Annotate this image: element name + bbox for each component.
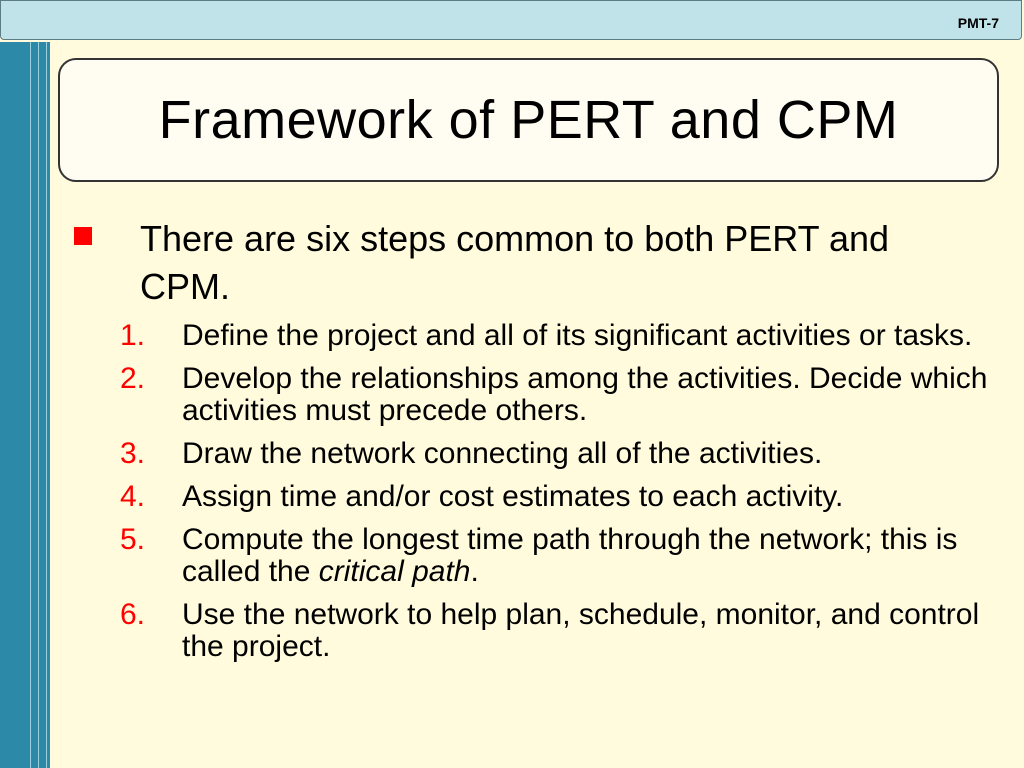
step-text: [182, 523, 957, 588]
header-band: [0, 0, 1022, 40]
step-text: Draw the network connecting all of the activities.: [182, 437, 823, 470]
step-number: 1.: [120, 319, 146, 352]
step-text: Develop the relationships among the activities. Decide which activities must precede others.: [182, 362, 988, 427]
bar-line: [38, 42, 39, 768]
step-item: [120, 320, 990, 352]
step-number: 2.: [120, 362, 146, 395]
step-item: [120, 599, 990, 663]
slide-title: Framework of PERT and CPM: [158, 90, 899, 150]
step-number: 6.: [120, 598, 146, 631]
step-text-before: Compute the longest time path through the network; this is called the: [182, 523, 958, 588]
main-bullet-text: There are six steps common to both PERT and CPM.: [140, 218, 890, 307]
slide-number: PMT-7: [957, 15, 999, 31]
step-item: [120, 363, 990, 427]
step-number: 4.: [120, 480, 146, 513]
steps-list: [120, 320, 990, 674]
step-text: Assign time and/or cost estimates to each activity.: [182, 480, 844, 513]
bar-line: [30, 42, 31, 768]
step-text-after: .: [470, 555, 479, 588]
step-number: 5.: [120, 523, 146, 556]
step-item: [120, 438, 990, 470]
step-item: [120, 524, 990, 588]
step-number: 3.: [120, 437, 146, 470]
critical-path-term: critical path: [318, 555, 471, 588]
step-text: Use the network to help plan, schedule, monitor, and control the project.: [182, 598, 980, 663]
left-decorative-bar: [0, 42, 50, 768]
title-box: [58, 58, 999, 182]
step-item: [120, 481, 990, 513]
square-bullet-icon: [74, 227, 92, 245]
step-text: Define the project and all of its significant activities or tasks.: [182, 319, 973, 352]
bar-line: [46, 42, 47, 768]
